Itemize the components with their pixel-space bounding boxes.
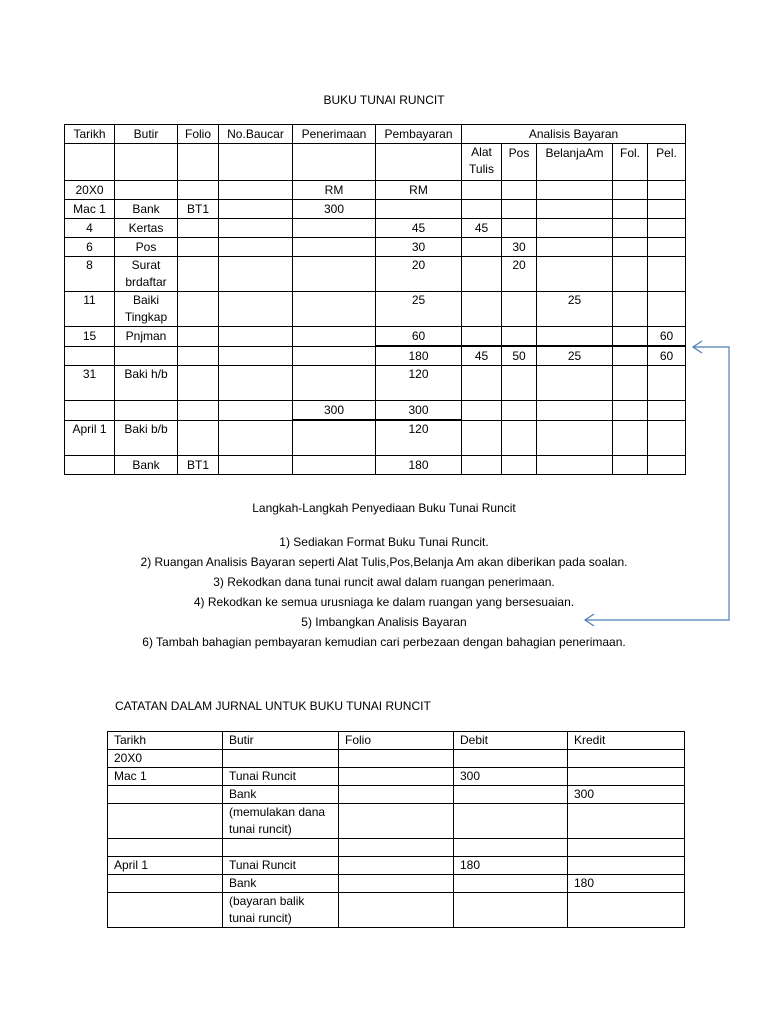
header-folio: Folio [178, 125, 219, 144]
table-cell [462, 292, 502, 327]
table-cell [613, 366, 648, 401]
table-cell [219, 200, 293, 219]
journal-row [108, 857, 685, 875]
table-cell [293, 257, 376, 292]
table-row [65, 401, 686, 421]
header-tarikh: Tarikh [65, 125, 115, 144]
header-analisis-bayaran: Analisis Bayaran [462, 125, 686, 144]
table-cell: Kertas [115, 219, 178, 238]
table-row [65, 327, 686, 347]
table-cell: 15 [65, 327, 115, 347]
table-cell [219, 420, 293, 455]
table-cell [648, 257, 686, 292]
table-row [65, 346, 686, 366]
table-cell [65, 346, 115, 366]
table-cell [613, 200, 648, 219]
table-cell [648, 219, 686, 238]
table-cell [293, 420, 376, 455]
table-cell [502, 366, 537, 401]
table-cell [219, 292, 293, 327]
header-butir: Butir [115, 125, 178, 144]
journal-cell [568, 857, 685, 875]
journal-cell: (memulakan dana tunai runcit) [223, 804, 339, 839]
table-cell [537, 181, 613, 200]
table-cell [537, 455, 613, 474]
table-cell [613, 420, 648, 455]
journal-cell [339, 750, 454, 768]
journal-cell: (bayaran balik tunai runcit) [223, 893, 339, 928]
table-cell [462, 420, 502, 455]
header-pembayaran: Pembayaran [376, 125, 462, 144]
table-cell [293, 238, 376, 257]
table-row [65, 200, 686, 219]
journal-cell [568, 750, 685, 768]
table-row [65, 366, 686, 401]
table-cell [115, 401, 178, 421]
table-cell [502, 401, 537, 421]
page-title: BUKU TUNAI RUNCIT [323, 93, 445, 107]
subheader-pos: Pos [502, 144, 537, 181]
table-cell: 30 [502, 238, 537, 257]
table-cell [376, 200, 462, 219]
table-cell [178, 257, 219, 292]
table-cell: 60 [648, 346, 686, 366]
journal-cell [454, 786, 568, 804]
table-cell [178, 181, 219, 200]
table-row [65, 420, 686, 455]
table-cell: 20 [502, 257, 537, 292]
table-cell [219, 238, 293, 257]
table-cell: BT1 [178, 200, 219, 219]
journal-title: CATATAN DALAM JURNAL UNTUK BUKU TUNAI RUNCIT [115, 699, 431, 713]
table-cell [376, 144, 462, 181]
table-cell: 50 [502, 346, 537, 366]
table-cell [537, 401, 613, 421]
table-cell: 45 [462, 346, 502, 366]
table-cell [648, 366, 686, 401]
table-row [65, 292, 686, 327]
journal-cell [568, 768, 685, 786]
journal-cell [339, 893, 454, 928]
table-cell [502, 420, 537, 455]
table-cell [178, 292, 219, 327]
table-cell [537, 420, 613, 455]
table-cell [178, 219, 219, 238]
table-cell: Bank [115, 455, 178, 474]
table-cell [648, 455, 686, 474]
journal-cell [108, 804, 223, 839]
table-cell [178, 144, 219, 181]
table-cell: 60 [648, 327, 686, 347]
journal-header-kredit: Kredit [568, 732, 685, 750]
table-cell [462, 200, 502, 219]
table-cell [219, 455, 293, 474]
step-item: 5) Imbangkan Analisis Bayaran [301, 615, 467, 629]
table-cell: 25 [376, 292, 462, 327]
journal-row [108, 786, 685, 804]
journal-cell [108, 893, 223, 928]
journal-cell: Tunai Runcit [223, 768, 339, 786]
journal-cell [108, 786, 223, 804]
table-cell: 180 [376, 346, 462, 366]
table-cell [293, 219, 376, 238]
journal-cell [223, 839, 339, 857]
table-row [65, 238, 686, 257]
journal-cell: Tunai Runcit [223, 857, 339, 875]
table-cell [648, 200, 686, 219]
table-cell: 45 [462, 219, 502, 238]
journal-row [108, 875, 685, 893]
journal-cell: 20X0 [108, 750, 223, 768]
table-cell [219, 346, 293, 366]
table-cell: 120 [376, 366, 462, 401]
journal-header-tarikh: Tarikh [108, 732, 223, 750]
journal-cell [454, 875, 568, 893]
table-cell [613, 292, 648, 327]
steps-title: Langkah-Langkah Penyediaan Buku Tunai Runcit [252, 501, 516, 515]
table-cell [502, 219, 537, 238]
subheader-belanja-am: BelanjaAm [537, 144, 613, 181]
table-cell: 20X0 [65, 181, 115, 200]
table-cell [502, 200, 537, 219]
journal-cell [339, 839, 454, 857]
table-cell [219, 366, 293, 401]
table-cell [293, 455, 376, 474]
journal-table [107, 731, 685, 928]
subheader-alat-tulis: Alat Tulis [462, 144, 502, 181]
table-cell: 60 [376, 327, 462, 347]
table-row [65, 219, 686, 238]
table-cell: Baiki Tingkap [115, 292, 178, 327]
table-cell: Pos [115, 238, 178, 257]
header-penerimaan: Penerimaan [293, 125, 376, 144]
table-cell [462, 181, 502, 200]
table-cell: Mac 1 [65, 200, 115, 219]
table-cell [537, 327, 613, 347]
journal-cell [223, 750, 339, 768]
table-cell: Baki h/b [115, 366, 178, 401]
table-cell [219, 401, 293, 421]
table-cell: 45 [376, 219, 462, 238]
table-cell: 300 [293, 200, 376, 219]
table-cell [537, 219, 613, 238]
table-cell: 11 [65, 292, 115, 327]
table-cell [219, 327, 293, 347]
table-cell: 25 [537, 292, 613, 327]
journal-row [108, 750, 685, 768]
table-cell [462, 257, 502, 292]
table-cell [648, 292, 686, 327]
table-cell [219, 219, 293, 238]
journal-row [108, 768, 685, 786]
journal-header-butir: Butir [223, 732, 339, 750]
table-cell [219, 181, 293, 200]
table-cell [65, 455, 115, 474]
table-cell [115, 181, 178, 200]
table-cell [178, 327, 219, 347]
table-cell [613, 455, 648, 474]
table-cell [502, 327, 537, 347]
table-cell: 300 [293, 401, 376, 421]
step-item: 3) Rekodkan dana tunai runcit awal dalam ruangan penerimaan. [213, 575, 555, 589]
table-cell: RM [293, 181, 376, 200]
table-cell [293, 327, 376, 347]
table-cell [613, 327, 648, 347]
table-cell [178, 366, 219, 401]
table-cell [293, 144, 376, 181]
header-no-baucar: No.Baucar [219, 125, 293, 144]
journal-cell [454, 839, 568, 857]
step-item: 2) Ruangan Analisis Bayaran seperti Alat Tulis,Pos,Belanja Am akan diberikan pada soalan. [140, 555, 628, 569]
table-header-row [65, 125, 686, 144]
table-cell: 25 [537, 346, 613, 366]
table-cell: Surat brdaftar [115, 257, 178, 292]
journal-cell: April 1 [108, 857, 223, 875]
table-cell: Pnjman [115, 327, 178, 347]
table-cell [462, 401, 502, 421]
table-cell [613, 181, 648, 200]
table-cell [613, 219, 648, 238]
table-cell: 6 [65, 238, 115, 257]
table-cell: April 1 [65, 420, 115, 455]
step-item: 1) Sediakan Format Buku Tunai Runcit. [279, 535, 489, 549]
journal-row [108, 804, 685, 839]
table-cell [502, 292, 537, 327]
table-cell [462, 238, 502, 257]
journal-row [108, 893, 685, 928]
subheader-pel: Pel. [648, 144, 686, 181]
table-subheader-row [65, 144, 686, 181]
table-cell [537, 200, 613, 219]
journal-cell [568, 804, 685, 839]
table-cell [293, 346, 376, 366]
table-cell [65, 144, 115, 181]
table-cell [537, 257, 613, 292]
table-cell [613, 346, 648, 366]
table-cell: 8 [65, 257, 115, 292]
table-row [65, 181, 686, 200]
table-cell [537, 366, 613, 401]
journal-cell [339, 875, 454, 893]
journal-row [108, 839, 685, 857]
table-cell [462, 366, 502, 401]
table-cell [293, 292, 376, 327]
journal-cell [339, 857, 454, 875]
table-cell [178, 346, 219, 366]
table-cell: BT1 [178, 455, 219, 474]
step-item: 6) Tambah bahagian pembayaran kemudian cari perbezaan dengan bahagian penerimaan. [142, 635, 626, 649]
table-cell: 30 [376, 238, 462, 257]
step-item: 4) Rekodkan ke semua urusniaga ke dalam ruangan yang bersesuaian. [193, 595, 575, 609]
table-cell [462, 455, 502, 474]
table-cell: 20 [376, 257, 462, 292]
table-cell: 180 [376, 455, 462, 474]
journal-cell [454, 750, 568, 768]
journal-cell [454, 804, 568, 839]
journal-header-row [108, 732, 685, 750]
table-cell [115, 346, 178, 366]
table-cell [178, 401, 219, 421]
table-cell: 4 [65, 219, 115, 238]
journal-header-folio: Folio [339, 732, 454, 750]
journal-cell: Bank [223, 786, 339, 804]
journal-cell: Bank [223, 875, 339, 893]
table-cell [178, 420, 219, 455]
journal-cell [339, 786, 454, 804]
journal-cell: 180 [454, 857, 568, 875]
table-row [65, 455, 686, 474]
table-cell [462, 327, 502, 347]
journal-cell [339, 804, 454, 839]
table-cell [178, 238, 219, 257]
table-cell: 31 [65, 366, 115, 401]
table-cell [537, 238, 613, 257]
subheader-fol: Fol. [613, 144, 648, 181]
arrow-head-top [693, 341, 702, 353]
table-cell: Bank [115, 200, 178, 219]
table-cell [648, 238, 686, 257]
table-cell [648, 401, 686, 421]
table-row [65, 257, 686, 292]
journal-cell: 180 [568, 875, 685, 893]
table-cell [648, 420, 686, 455]
table-cell [502, 455, 537, 474]
journal-cell: 300 [454, 768, 568, 786]
table-cell [293, 366, 376, 401]
journal-cell [108, 839, 223, 857]
steps-list [0, 532, 768, 652]
table-cell [219, 257, 293, 292]
table-cell: Baki b/b [115, 420, 178, 455]
journal-cell [568, 839, 685, 857]
journal-cell [339, 768, 454, 786]
journal-cell [568, 893, 685, 928]
journal-cell [454, 893, 568, 928]
table-cell [613, 238, 648, 257]
journal-cell: 300 [568, 786, 685, 804]
table-cell [613, 401, 648, 421]
table-cell: RM [376, 181, 462, 200]
table-cell [219, 144, 293, 181]
table-cell [648, 181, 686, 200]
journal-cell: Mac 1 [108, 768, 223, 786]
table-cell [502, 181, 537, 200]
journal-header-debit: Debit [454, 732, 568, 750]
journal-cell [108, 875, 223, 893]
table-cell [115, 144, 178, 181]
petty-cash-book-table [64, 124, 686, 475]
table-cell [613, 257, 648, 292]
table-cell [65, 401, 115, 421]
table-cell: 120 [376, 420, 462, 455]
table-cell: 300 [376, 401, 462, 421]
